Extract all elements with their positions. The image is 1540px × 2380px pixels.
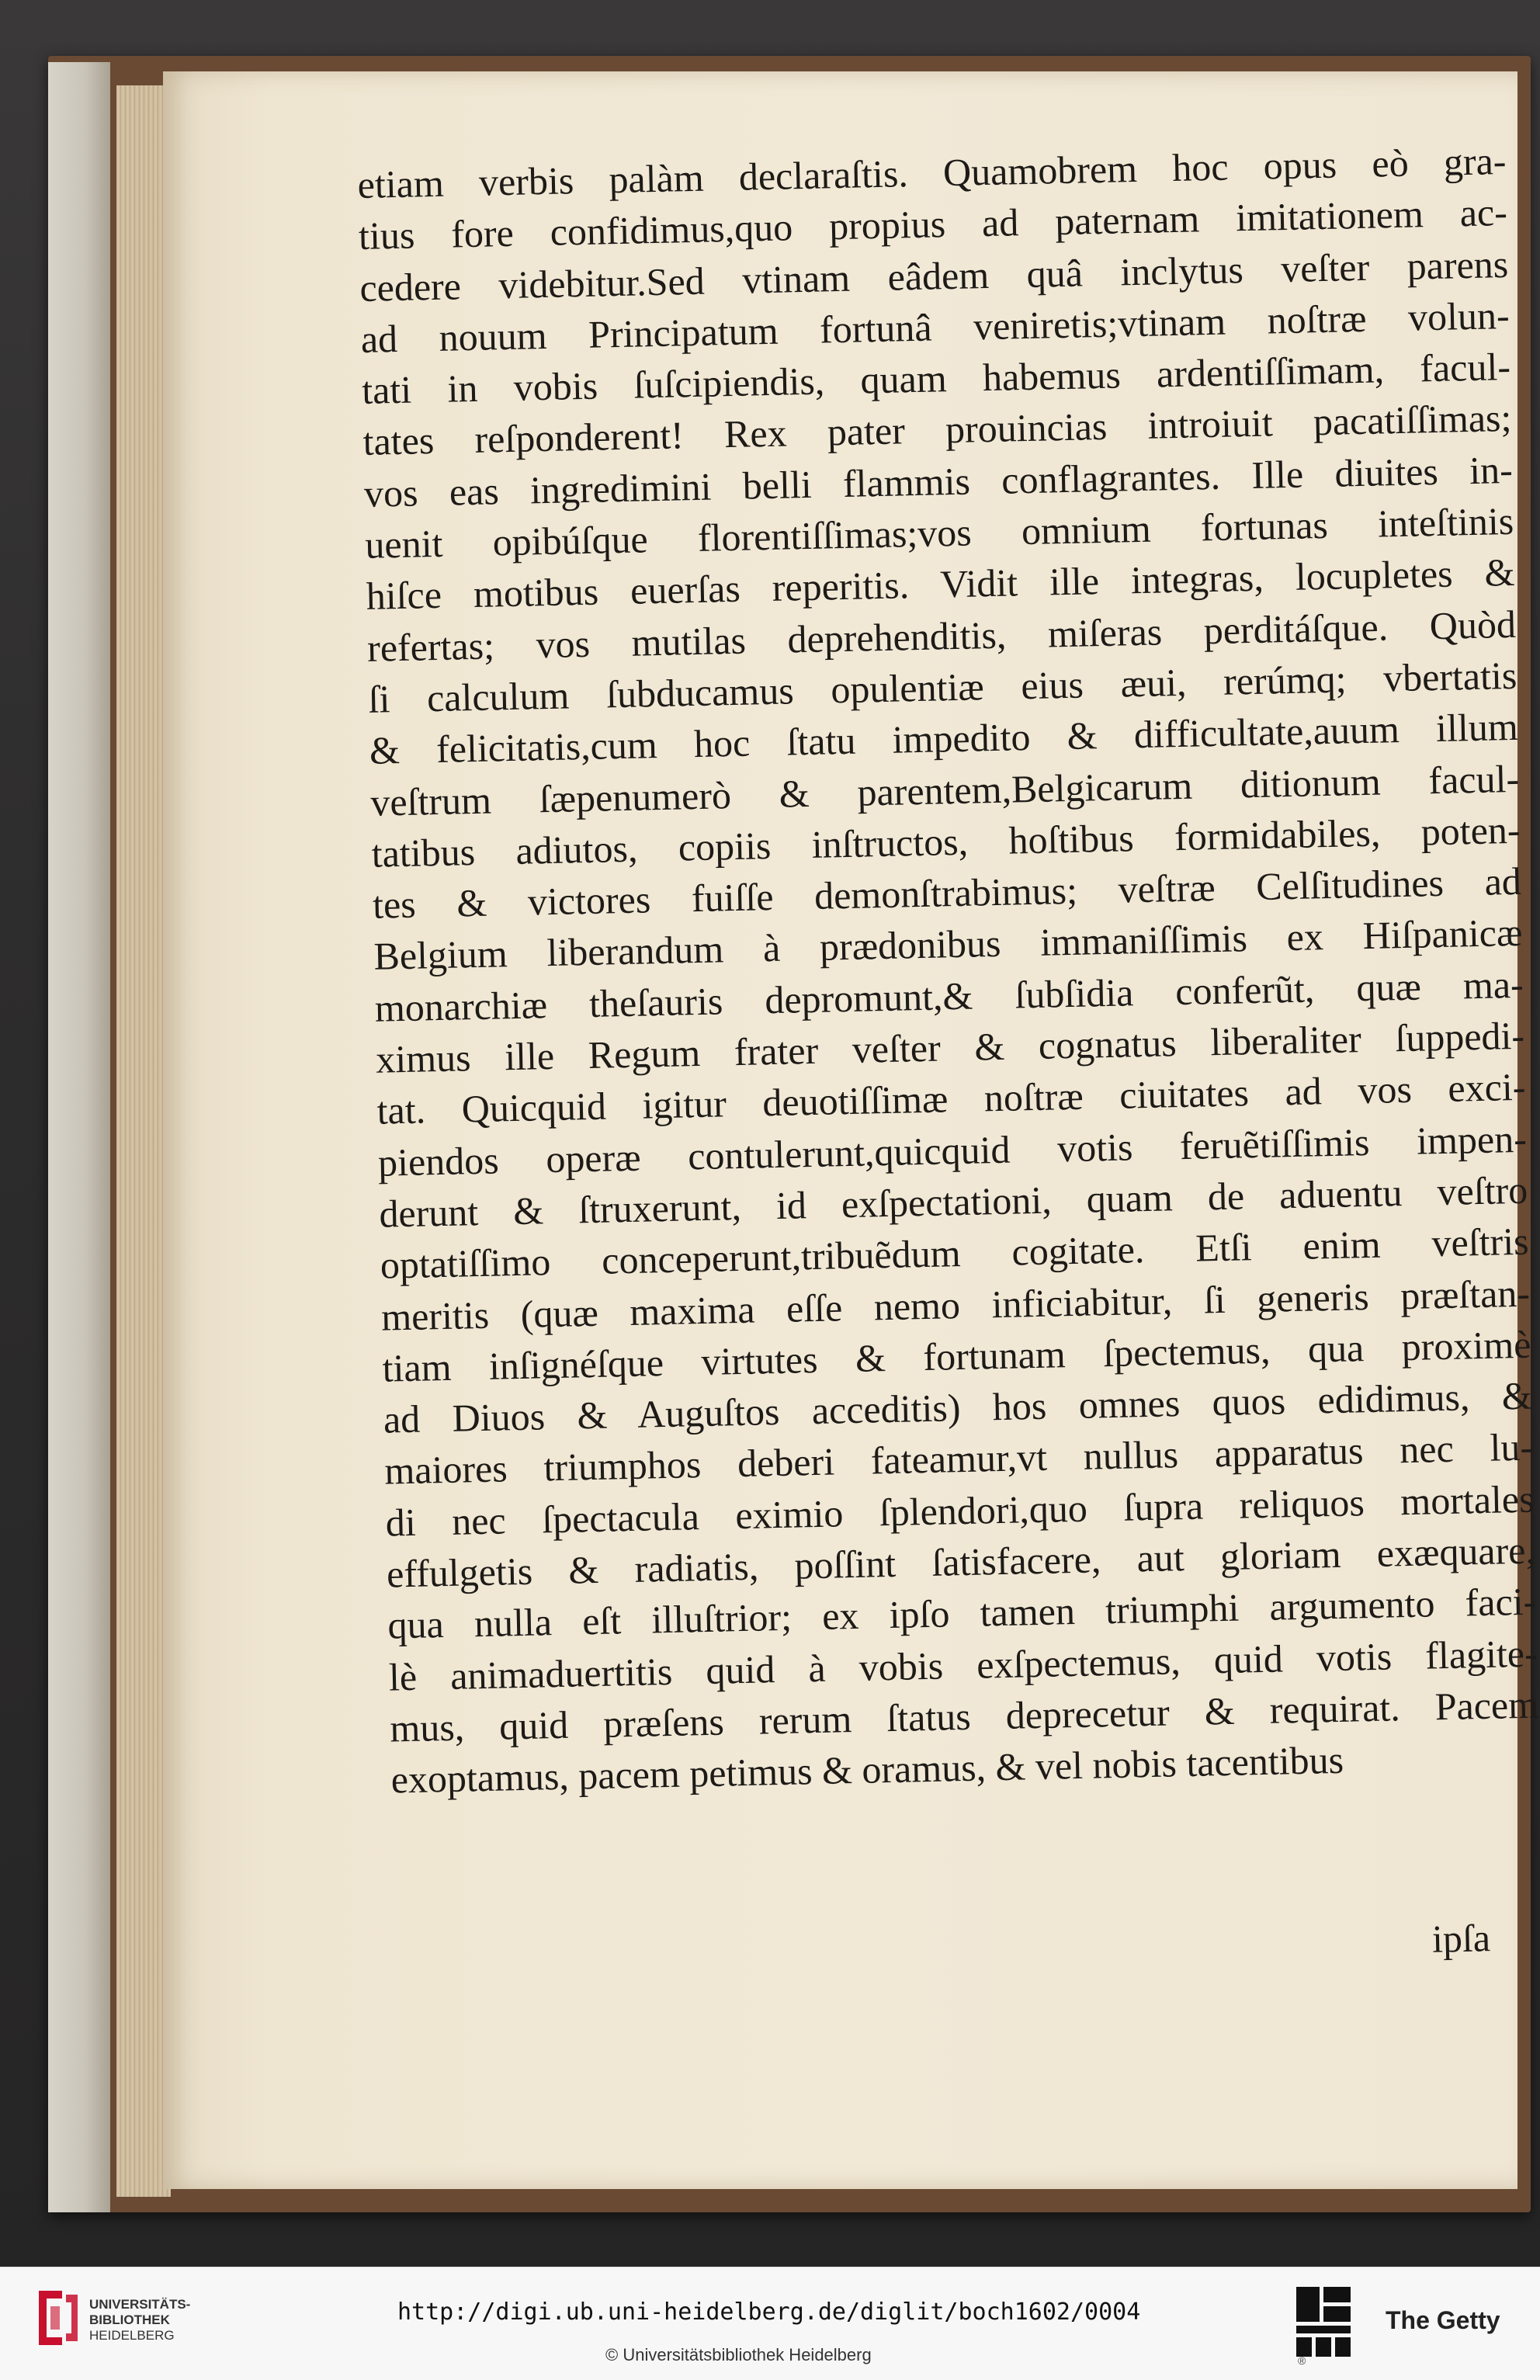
text-line: vos eas ingredimini belli flammis conflagrantes. Ille diuites in- xyxy=(363,447,1514,515)
text-line: mus, quid præſens rerum ſtatus deprecetur & requirat. Pacem xyxy=(389,1682,1539,1750)
getty-logo-icon[interactable] xyxy=(1292,2283,1354,2361)
institution-line-2: BIBLIOTHEK xyxy=(89,2312,170,2327)
book-board-edge xyxy=(48,62,110,2212)
text-line: tati in vobis ſuſcipiendis, quam habemus ardentiſſimam, facul- xyxy=(361,345,1511,413)
text-line: uenit opibúſque florentiſſimas;vos omnium fortunas inteſtinis xyxy=(364,498,1514,567)
partner-name: The Getty xyxy=(1386,2306,1500,2334)
permalink-url[interactable]: http://digi.ub.uni-heidelberg.de/diglit/boch1602/0004 xyxy=(397,2298,1141,2326)
text-line: tius fore confidimus,quo propius ad paternam imitationem ac- xyxy=(358,190,1508,258)
text-line: meritis (quæ maxima eſſe nemo inficiabitur, ſi generis præſtan- xyxy=(380,1271,1531,1339)
text-line: monarchiæ theſauris depromunt,& ſubſidia conferũt, quæ ma- xyxy=(374,962,1524,1030)
text-line: di nec ſpectacula eximio ſplendori,quo ſupra reliquos mortales xyxy=(385,1476,1535,1545)
text-line: cedere videbitur.Sed vtinam eâdem quâ inclytus veſter parens xyxy=(359,241,1509,310)
text-line: tates reſponderent! Rex pater prouincias introiuit pacatiſſimas; xyxy=(362,396,1512,464)
text-line: piendos operæ contulerunt,quicquid votis feruẽtiſſimis impen- xyxy=(377,1116,1528,1185)
text-line: optatiſſimo conceperunt,tribuẽdum cogitate. Etſi enim veſtris xyxy=(380,1219,1530,1287)
copyright-notice: © Universitätsbibliothek Heidelberg xyxy=(605,2345,872,2364)
text-line: exoptamus, pacem petimus & oramus, & vel nobis tacentibus xyxy=(390,1738,1344,1802)
text-line: ad nouum Principatum fortunâ veniretis;vtinam noſtræ volun- xyxy=(360,293,1511,361)
text-line: lè animaduertitis quid à vobis exſpectemus, quid votis flagite- xyxy=(388,1631,1538,1699)
text-line: tat. Quicquid igitur deuotiſſimæ noſtræ ciuitates ad vos exci- xyxy=(376,1065,1526,1133)
institution-name xyxy=(89,2297,190,2344)
text-line: ſi calculum ſubducamus opulentiæ eius æui, rerúmq; vbertatis xyxy=(367,653,1517,721)
registered-mark: ® xyxy=(1298,2354,1306,2367)
text-line: veſtrum ſæpenumerò & parentem,Belgicarum ditionum facul- xyxy=(369,756,1520,824)
text-line: tiam inſignéſque virtutes & fortunam ſpectemus, qua proximè xyxy=(382,1322,1531,1390)
text-line: qua nulla eſt illuſtrior; ex ipſo tamen triumphi argumento faci- xyxy=(387,1579,1537,1647)
text-line: tes & victores fuiſſe demonſtrabimus; veſtræ Celſitudines ad xyxy=(372,859,1522,927)
text-line: tatibus adiutos, copiis inſtructos, hoſtibus formidabiles, poten- xyxy=(371,807,1521,876)
text-line: hiſce motibus euerſas reperitis. Vidit ille integras, locupletes & xyxy=(366,550,1516,619)
catchword: ipſa xyxy=(1431,1916,1491,1961)
text-line: refertas; vos mutilas deprehenditis, miſeras perditáſque. Quòd xyxy=(366,602,1517,670)
text-line: effulgetis & radiatis, poſſint ſatisfacere, aut gloriam exæquare, xyxy=(386,1528,1536,1596)
page-text xyxy=(357,135,1540,1806)
text-line: ad Diuos & Auguſtos acceditis) hos omnes quos edidimus, & xyxy=(383,1373,1533,1442)
institution-line-3: HEIDELBERG xyxy=(89,2328,175,2343)
viewer-footer xyxy=(0,2267,1540,2380)
text-line: ximus ille Regum frater veſter & cognatus liberaliter ſuppedi- xyxy=(375,1013,1525,1081)
text-line: maiores triumphos deberi fateamur,vt nullus apparatus nec lu- xyxy=(383,1425,1534,1494)
text-line: etiam verbis palàm declaraſtis. Quamobrem hoc opus eò gra- xyxy=(357,139,1507,206)
text-line: Belgium liberandum à prædonibus immaniſſimis ex Hiſpanicæ xyxy=(373,911,1523,979)
text-line: & felicitatis,cum hoc ſtatu impedito & difficultate,auum illum xyxy=(369,705,1519,773)
text-line: derunt & ſtruxerunt, id exſpectationi, quam de aduentu veſtro xyxy=(378,1167,1528,1236)
institution-line-1: UNIVERSITÄTS- xyxy=(89,2297,191,2312)
ub-heidelberg-logo-icon[interactable] xyxy=(31,2283,85,2353)
